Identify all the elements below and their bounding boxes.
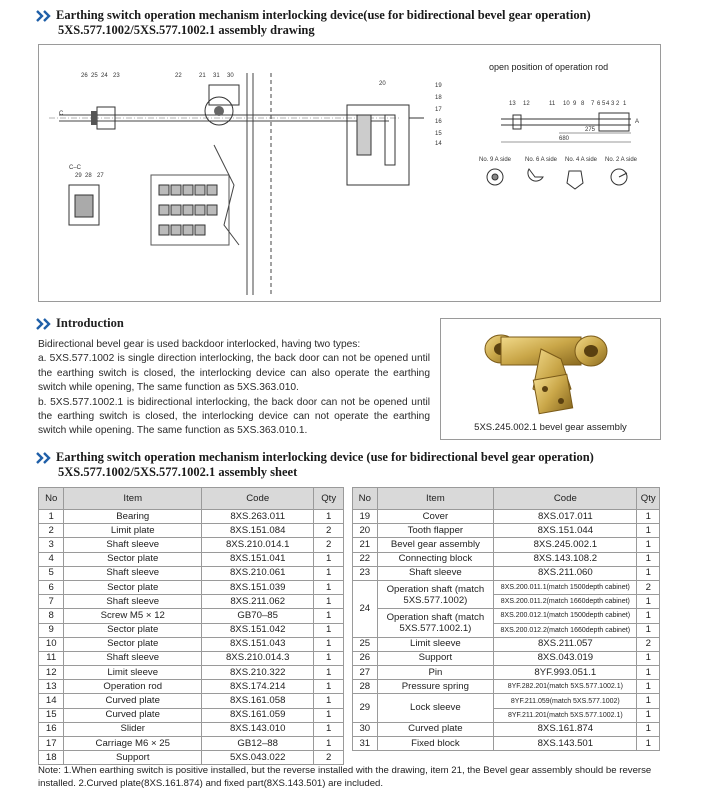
col-code: Code xyxy=(494,488,637,510)
cell-code: 8XS.200.011.2(match 1660depth cabinet) xyxy=(494,595,637,609)
svg-text:17: 17 xyxy=(435,107,442,113)
photo-caption: 5XS.245.002.1 bevel gear assembly xyxy=(474,422,627,433)
cell-qty: 2 xyxy=(637,580,660,594)
table-row xyxy=(39,751,344,765)
sheet-title xyxy=(36,450,594,480)
svg-text:23: 23 xyxy=(113,73,120,79)
cell-no: 24 xyxy=(353,580,378,637)
cell-qty: 1 xyxy=(637,609,660,623)
cell-qty: 1 xyxy=(637,552,660,566)
svg-text:14: 14 xyxy=(435,141,442,147)
cell-no: 26 xyxy=(353,651,378,665)
cell-qty: 1 xyxy=(314,637,344,651)
cell-qty: 2 xyxy=(314,751,344,765)
cell-no: 17 xyxy=(39,737,64,751)
cell-qty: 1 xyxy=(314,694,344,708)
assembly-table-left xyxy=(38,487,344,765)
cell-item: Pin xyxy=(377,666,494,680)
cell-no: 3 xyxy=(39,538,64,552)
title-line-2: 5XS.577.1002/5XS.577.1002.1 assembly drawing xyxy=(58,23,315,38)
cell-no: 30 xyxy=(353,722,378,736)
svg-text:8: 8 xyxy=(581,101,585,107)
cell-no: 22 xyxy=(353,552,378,566)
callout-26: 26 xyxy=(81,73,88,79)
cell-item: Shaft sleeve xyxy=(64,651,202,665)
letter-a: A xyxy=(635,119,640,125)
cell-code: GB12–88 xyxy=(202,737,314,751)
table-row xyxy=(353,737,660,751)
svg-text:22: 22 xyxy=(175,73,182,79)
side-view-9-label: No. 9 A side xyxy=(479,157,512,163)
cell-item: Limit plate xyxy=(64,524,202,538)
table-row xyxy=(353,651,660,665)
table-row xyxy=(353,538,660,552)
cell-item: Support xyxy=(64,751,202,765)
table-row xyxy=(39,666,344,680)
bevel-gear-photo xyxy=(440,318,661,440)
table-row xyxy=(39,524,344,538)
svg-text:27: 27 xyxy=(97,173,104,179)
cell-item: Shaft sleeve xyxy=(377,566,494,580)
table-row xyxy=(353,666,660,680)
cell-no: 15 xyxy=(39,708,64,722)
footnote: Note: 1.When earthing switch is positive installed, but the reverse installed with the drawing, item 21, the Bevel gear assembly should be reverse installed. 2.Curved plate(8XS.161.874) and fixed part(8XS.143.501) are included. xyxy=(38,765,652,789)
cell-item: Limit sleeve xyxy=(377,637,494,651)
cell-no: 6 xyxy=(39,580,64,594)
svg-text:21: 21 xyxy=(199,73,206,79)
cell-code: 8XS.211.060 xyxy=(494,566,637,580)
cell-code: 8XS.161.059 xyxy=(202,708,314,722)
col-qty: Qty xyxy=(637,488,660,510)
intro-paragraph-1: Bidirectional bevel gear is used backdoor interlocked, having two types: xyxy=(38,339,361,350)
table-row xyxy=(39,637,344,651)
cell-code: 5XS.043.022 xyxy=(202,751,314,765)
cell-item: Shaft sleeve xyxy=(64,538,202,552)
table-row xyxy=(353,566,660,580)
assembly-table-right xyxy=(352,487,660,751)
side-view-6-label: No. 6 A side xyxy=(525,157,558,163)
dimension-275: 275 xyxy=(585,127,596,133)
assembly-drawing xyxy=(38,44,661,302)
table-row xyxy=(39,722,344,736)
cell-code: 8XS.043.019 xyxy=(494,651,637,665)
svg-text:20: 20 xyxy=(379,81,386,87)
section-label: C–C xyxy=(69,165,82,171)
table-row xyxy=(353,722,660,736)
cell-qty: 1 xyxy=(637,722,660,736)
table-row xyxy=(39,510,344,524)
table-row xyxy=(39,580,344,594)
cell-item: Cover xyxy=(377,510,494,524)
side-view-4-label: No. 4 A side xyxy=(565,157,598,163)
letter-c: C xyxy=(59,111,64,117)
cell-qty: 1 xyxy=(314,651,344,665)
cell-code: 8XS.151.042 xyxy=(202,623,314,637)
cell-no: 8 xyxy=(39,609,64,623)
cell-code: GB70–85 xyxy=(202,609,314,623)
cell-item: Connecting block xyxy=(377,552,494,566)
title-line-1: Earthing switch operation mechanism interlocking device(use for bidirectional bevel gear operation) xyxy=(56,8,591,22)
cell-item: Shaft sleeve xyxy=(64,595,202,609)
cell-code: 8YF.282.201(match 5XS.577.1002.1) xyxy=(494,680,637,694)
table-row xyxy=(353,637,660,651)
table-row xyxy=(39,708,344,722)
cell-no: 25 xyxy=(353,637,378,651)
col-no: No xyxy=(353,488,378,510)
cell-code: 8XS.211.062 xyxy=(202,595,314,609)
table-row xyxy=(353,524,660,538)
open-position-label: open position of operation rod xyxy=(489,62,609,72)
cell-qty: 1 xyxy=(637,680,660,694)
cell-qty: 1 xyxy=(637,708,660,722)
sheet-title-line-2: 5XS.577.1002/5XS.577.1002.1 assembly sheet xyxy=(58,465,298,480)
cell-qty: 1 xyxy=(314,680,344,694)
cell-no: 18 xyxy=(39,751,64,765)
cell-code: 8XS.200.012.1(match 1500depth cabinet) xyxy=(494,609,637,623)
cell-qty: 1 xyxy=(314,552,344,566)
cell-qty: 1 xyxy=(637,595,660,609)
svg-text:6: 6 xyxy=(597,101,601,107)
cell-no: 27 xyxy=(353,666,378,680)
cell-item: Sector plate xyxy=(64,552,202,566)
cell-item: Shaft sleeve xyxy=(64,566,202,580)
svg-text:25: 25 xyxy=(91,73,98,79)
table-row xyxy=(39,623,344,637)
cell-item: Lock sleeve xyxy=(377,694,494,722)
intro-paragraph-2: a. 5XS.577.1002 is single direction interlocking, the back door can not be opened until the earthing switch is closed, the interlocking device can also operate the earthing switch while opening, The same function as 5XS.363.010. xyxy=(38,353,430,394)
cell-qty: 1 xyxy=(314,609,344,623)
cell-code: 8XS.210.061 xyxy=(202,566,314,580)
svg-text:29: 29 xyxy=(75,173,82,179)
cell-no: 7 xyxy=(39,595,64,609)
cell-qty: 1 xyxy=(314,708,344,722)
cell-qty: 1 xyxy=(314,510,344,524)
table-row xyxy=(39,595,344,609)
table-header-row xyxy=(39,488,344,510)
cell-no: 31 xyxy=(353,737,378,751)
col-item: Item xyxy=(377,488,494,510)
cell-qty: 1 xyxy=(314,566,344,580)
cell-qty: 1 xyxy=(637,524,660,538)
svg-text:11: 11 xyxy=(549,101,556,107)
svg-text:28: 28 xyxy=(85,173,92,179)
cell-item: Bearing xyxy=(64,510,202,524)
double-chevron-icon xyxy=(36,451,52,465)
intro-paragraph-3: b. 5XS.577.1002.1 is bidirectional interlocking, the back door can not be opened until the earthing switch is closed, the interlocking device can not operate the earthing switch while opening. The same function as 5XS.363.010.1. xyxy=(38,396,430,437)
intro-title-text: Introduction xyxy=(56,316,124,330)
svg-text:15: 15 xyxy=(435,131,442,137)
cell-code: 8XS.143.010 xyxy=(202,722,314,736)
table-row xyxy=(39,694,344,708)
intro-body xyxy=(38,338,430,439)
cell-qty: 2 xyxy=(637,637,660,651)
cell-no: 13 xyxy=(39,680,64,694)
intro-heading xyxy=(36,316,124,331)
cell-qty: 1 xyxy=(637,566,660,580)
cell-code: 8XS.200.011.1(match 1500depth cabinet) xyxy=(494,580,637,594)
svg-text:1: 1 xyxy=(623,101,627,107)
cell-no: 5 xyxy=(39,566,64,580)
table-row xyxy=(39,566,344,580)
cell-no: 29 xyxy=(353,694,378,722)
cell-item: Operation shaft (match 5XS.577.1002) xyxy=(377,580,494,608)
double-chevron-icon xyxy=(36,9,52,23)
svg-text:18: 18 xyxy=(435,95,442,101)
cell-code: 8XS.017.011 xyxy=(494,510,637,524)
cell-no: 23 xyxy=(353,566,378,580)
table-row xyxy=(39,651,344,665)
cell-item: Curved plate xyxy=(377,722,494,736)
cell-item: Slider xyxy=(64,722,202,736)
cell-qty: 1 xyxy=(314,722,344,736)
cell-no: 1 xyxy=(39,510,64,524)
svg-text:30: 30 xyxy=(227,73,234,79)
cell-qty: 1 xyxy=(637,538,660,552)
cell-no: 10 xyxy=(39,637,64,651)
cell-no: 9 xyxy=(39,623,64,637)
dimension-680: 680 xyxy=(559,136,570,142)
cell-code: 8XS.200.012.2(match 1660depth cabinet) xyxy=(494,623,637,637)
cell-item: Sector plate xyxy=(64,623,202,637)
cell-code: 8XS.151.084 xyxy=(202,524,314,538)
table-row xyxy=(353,680,660,694)
technical-drawing xyxy=(39,45,660,301)
cell-code: 8XS.143.501 xyxy=(494,737,637,751)
cell-qty: 1 xyxy=(637,666,660,680)
svg-text:12: 12 xyxy=(523,101,530,107)
cell-qty: 2 xyxy=(314,524,344,538)
table-row xyxy=(353,694,660,708)
svg-text:3: 3 xyxy=(611,101,615,107)
svg-text:4: 4 xyxy=(606,101,610,107)
cell-item: Sector plate xyxy=(64,580,202,594)
cell-qty: 1 xyxy=(314,595,344,609)
col-no: No xyxy=(39,488,64,510)
svg-text:9: 9 xyxy=(573,101,577,107)
cell-code: 8XS.151.043 xyxy=(202,637,314,651)
cell-no: 16 xyxy=(39,722,64,736)
table-row xyxy=(39,609,344,623)
cell-qty: 1 xyxy=(314,666,344,680)
cell-qty: 1 xyxy=(637,510,660,524)
cell-qty: 1 xyxy=(637,651,660,665)
svg-text:31: 31 xyxy=(213,73,220,79)
table-row xyxy=(39,538,344,552)
cell-item: Fixed block xyxy=(377,737,494,751)
cell-no: 28 xyxy=(353,680,378,694)
svg-text:19: 19 xyxy=(435,83,442,89)
cell-item: Carriage M6 × 25 xyxy=(64,737,202,751)
cell-no: 4 xyxy=(39,552,64,566)
cell-no: 2 xyxy=(39,524,64,538)
svg-text:10: 10 xyxy=(563,101,570,107)
svg-text:24: 24 xyxy=(101,73,108,79)
table-row xyxy=(353,510,660,524)
table-row xyxy=(39,737,344,751)
cell-item: Operation rod xyxy=(64,680,202,694)
cell-code: 8XS.161.058 xyxy=(202,694,314,708)
cell-qty: 1 xyxy=(637,694,660,708)
cell-no: 21 xyxy=(353,538,378,552)
table-row xyxy=(353,580,660,594)
cell-item: Pressure spring xyxy=(377,680,494,694)
sheet-title-line-1: Earthing switch operation mechanism interlocking device (use for bidirectional bevel gear operation) xyxy=(56,450,594,464)
cell-code: 8YF.211.201(match 5XS.577.1002.1) xyxy=(494,708,637,722)
cell-qty: 1 xyxy=(314,737,344,751)
cell-code: 8XS.263.011 xyxy=(202,510,314,524)
bevel-gear-image xyxy=(441,319,660,419)
cell-code: 8XS.211.057 xyxy=(494,637,637,651)
cell-qty: 1 xyxy=(637,623,660,637)
table-row xyxy=(39,552,344,566)
cell-qty: 2 xyxy=(314,538,344,552)
cell-item: Tooth flapper xyxy=(377,524,494,538)
cell-item: Curved plate xyxy=(64,694,202,708)
cell-code: 8XS.151.044 xyxy=(494,524,637,538)
cell-qty: 1 xyxy=(314,580,344,594)
cell-code: 8XS.151.041 xyxy=(202,552,314,566)
cell-qty: 1 xyxy=(314,623,344,637)
cell-code: 8XS.143.108.2 xyxy=(494,552,637,566)
table-header-row xyxy=(353,488,660,510)
cell-item: Sector plate xyxy=(64,637,202,651)
col-code: Code xyxy=(202,488,314,510)
col-item: Item xyxy=(64,488,202,510)
col-qty: Qty xyxy=(314,488,344,510)
cell-code: 8XS.151.039 xyxy=(202,580,314,594)
svg-text:5: 5 xyxy=(602,101,606,107)
cell-code: 8XS.210.322 xyxy=(202,666,314,680)
table-row xyxy=(353,552,660,566)
cell-code: 8YF.211.059(match 5XS.577.1002) xyxy=(494,694,637,708)
cell-item: Screw M5 × 12 xyxy=(64,609,202,623)
cell-no: 19 xyxy=(353,510,378,524)
svg-text:7: 7 xyxy=(591,101,595,107)
cell-item: Limit sleeve xyxy=(64,666,202,680)
svg-text:13: 13 xyxy=(509,101,516,107)
side-view-2-label: No. 2 A side xyxy=(605,157,638,163)
cell-item: Operation shaft (match 5XS.577.1002.1) xyxy=(377,609,494,637)
cell-no: 12 xyxy=(39,666,64,680)
cell-no: 11 xyxy=(39,651,64,665)
cell-qty: 1 xyxy=(637,737,660,751)
cell-code: 8YF.993.051.1 xyxy=(494,666,637,680)
table-row xyxy=(353,609,660,623)
cell-item: Curved plate xyxy=(64,708,202,722)
double-chevron-icon xyxy=(36,317,52,331)
cell-code: 8XS.161.874 xyxy=(494,722,637,736)
cell-item: Support xyxy=(377,651,494,665)
cell-no: 20 xyxy=(353,524,378,538)
cell-item: Bevel gear assembly xyxy=(377,538,494,552)
svg-text:16: 16 xyxy=(435,119,442,125)
drawing-title xyxy=(36,8,591,38)
cell-code: 8XS.210.014.3 xyxy=(202,651,314,665)
cell-code: 8XS.210.014.1 xyxy=(202,538,314,552)
table-row xyxy=(39,680,344,694)
cell-code: 8XS.245.002.1 xyxy=(494,538,637,552)
cell-no: 14 xyxy=(39,694,64,708)
cell-code: 8XS.174.214 xyxy=(202,680,314,694)
svg-text:2: 2 xyxy=(616,101,620,107)
